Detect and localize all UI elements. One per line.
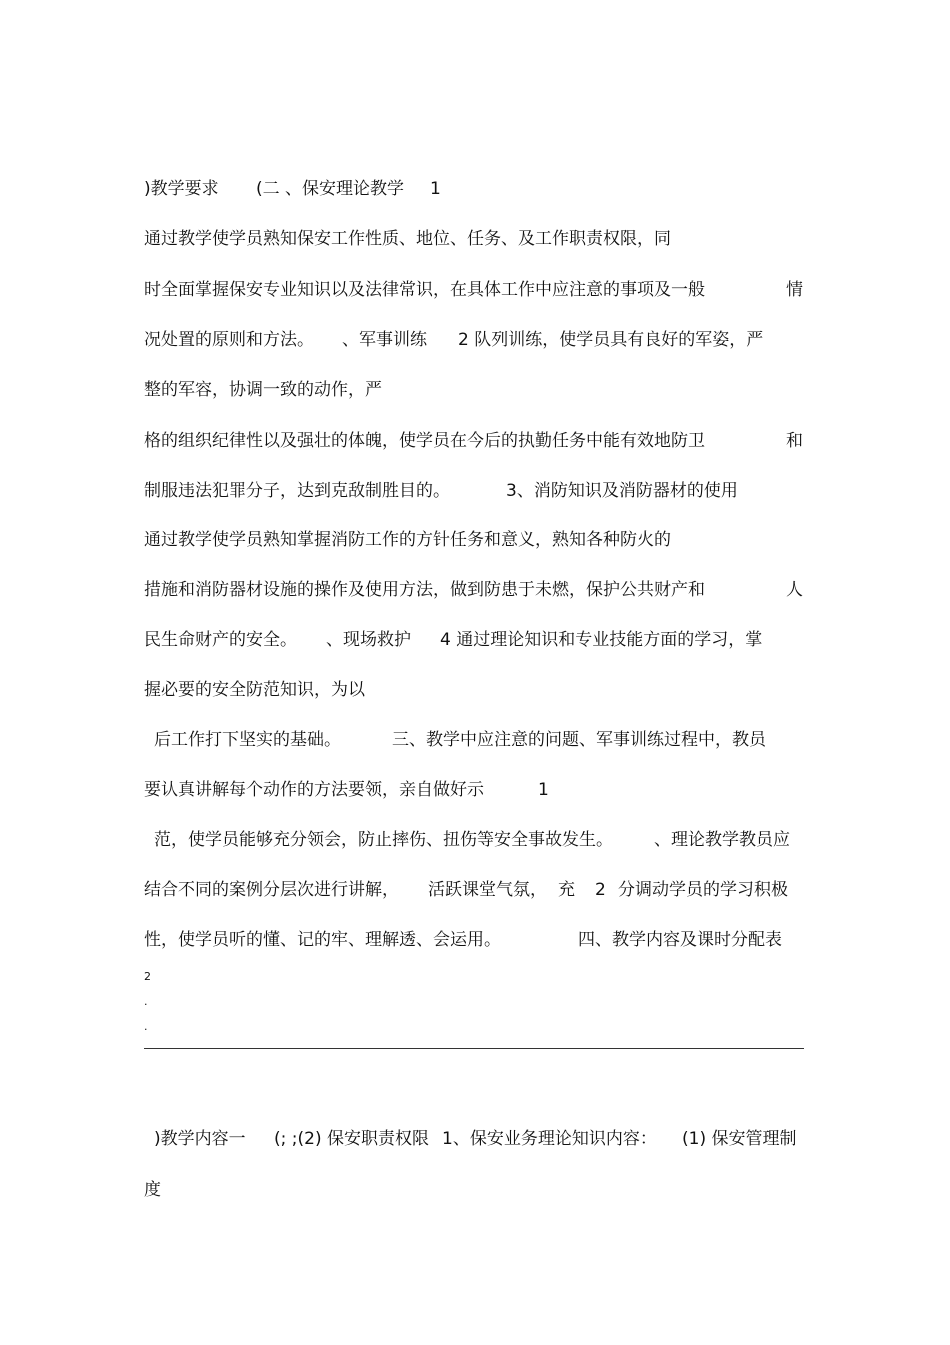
text-segment: 3、消防知识及消防器材的使用 — [506, 481, 738, 501]
text-segment: )教学内容一 — [154, 1129, 246, 1149]
text-segment: 1 — [538, 780, 549, 800]
text-segment: 通过教学使学员熟知保安工作性质、地位、任务、及工作职责权限，同 — [144, 229, 671, 249]
text-line-15 — [144, 877, 806, 903]
footnote-dot: . — [144, 1020, 148, 1033]
text-line-6 — [144, 428, 806, 454]
text-segment: 握必要的安全防范知识，为以 — [144, 680, 365, 700]
text-segment: 和 — [786, 431, 803, 451]
text-line-5 — [144, 377, 806, 403]
text-line-8 — [144, 527, 806, 553]
text-segment: 后工作打下坚实的基础。 — [154, 730, 341, 750]
text-segment: 分调动学员的学习积极 — [618, 880, 788, 900]
text-segment: 、军事训练 — [342, 330, 427, 350]
text-line-7 — [144, 478, 806, 504]
text-segment: 活跃课堂气氛， — [428, 880, 547, 900]
text-segment: (二 、保安理论教学 — [256, 179, 405, 199]
text-line-4 — [144, 327, 806, 353]
text-segment: 2 — [595, 880, 606, 900]
text-segment: 范，使学员能够充分领会，防止摔伤、扭伤等安全事故发生。 — [154, 830, 613, 850]
text-segment: 三、教学中应注意的问题、军事训练过程中，教员 — [392, 730, 766, 750]
page-divider — [144, 1048, 804, 1049]
text-segment: 2 队列训练，使学员具有良好的军姿，严 — [458, 330, 764, 350]
text-segment: 充 — [558, 880, 575, 900]
text-line-1 — [144, 176, 806, 202]
text-segment: 4 通过理论知识和专业技能方面的学习，掌 — [440, 630, 763, 650]
text-line-12 — [144, 727, 806, 753]
text-segment: 结合不同的案例分层次进行讲解， — [144, 880, 399, 900]
text-line-11 — [144, 677, 806, 703]
text-segment: 人 — [786, 580, 803, 600]
text-segment: )教学要求 — [144, 179, 219, 199]
text-line-13 — [144, 777, 806, 803]
text-line-17 — [144, 1126, 806, 1152]
text-line-18 — [144, 1177, 806, 1203]
text-segment: 情 — [786, 280, 803, 300]
text-segment: 措施和消防器材设施的操作及使用方法，做到防患于未燃，保护公共财产和 — [144, 580, 705, 600]
text-line-14 — [144, 827, 806, 853]
text-segment: 格的组织纪律性以及强壮的体魄，使学员在今后的执勤任务中能有效地防卫 — [144, 431, 705, 451]
text-segment: 要认真讲解每个动作的方法要领，亲自做好示 — [144, 780, 484, 800]
text-segment: 整的军容，协调一致的动作，严 — [144, 380, 382, 400]
text-segment: 况处置的原则和方法。 — [144, 330, 314, 350]
text-segment: 1 — [430, 179, 441, 199]
text-line-3 — [144, 277, 806, 303]
text-line-9 — [144, 577, 806, 603]
text-segment: 1、保安业务理论知识内容： — [442, 1129, 657, 1149]
text-segment: 四、教学内容及课时分配表 — [578, 930, 782, 950]
text-segment: 、现场救护 — [326, 630, 411, 650]
footnote-dot: . — [144, 995, 148, 1008]
text-line-16 — [144, 927, 806, 953]
text-line-10 — [144, 627, 806, 653]
text-segment: 民生命财产的安全。 — [144, 630, 297, 650]
text-segment: 性，使学员听的懂、记的牢、理解透、会运用。 — [144, 930, 501, 950]
text-segment: (; ;(2) 保安职责权限 — [274, 1129, 429, 1149]
page-number: 2 — [144, 970, 151, 983]
text-segment: (1) 保安管理制 — [682, 1129, 797, 1149]
text-segment: 制服违法犯罪分子，达到克敌制胜目的。 — [144, 481, 450, 501]
text-segment: 、理论教学教员应 — [654, 830, 790, 850]
text-segment: 时全面掌握保安专业知识以及法律常识，在具体工作中应注意的事项及一般 — [144, 280, 705, 300]
text-segment: 度 — [144, 1180, 161, 1200]
text-segment: 通过教学使学员熟知掌握消防工作的方针任务和意义，熟知各种防火的 — [144, 530, 671, 550]
text-line-2 — [144, 226, 806, 252]
